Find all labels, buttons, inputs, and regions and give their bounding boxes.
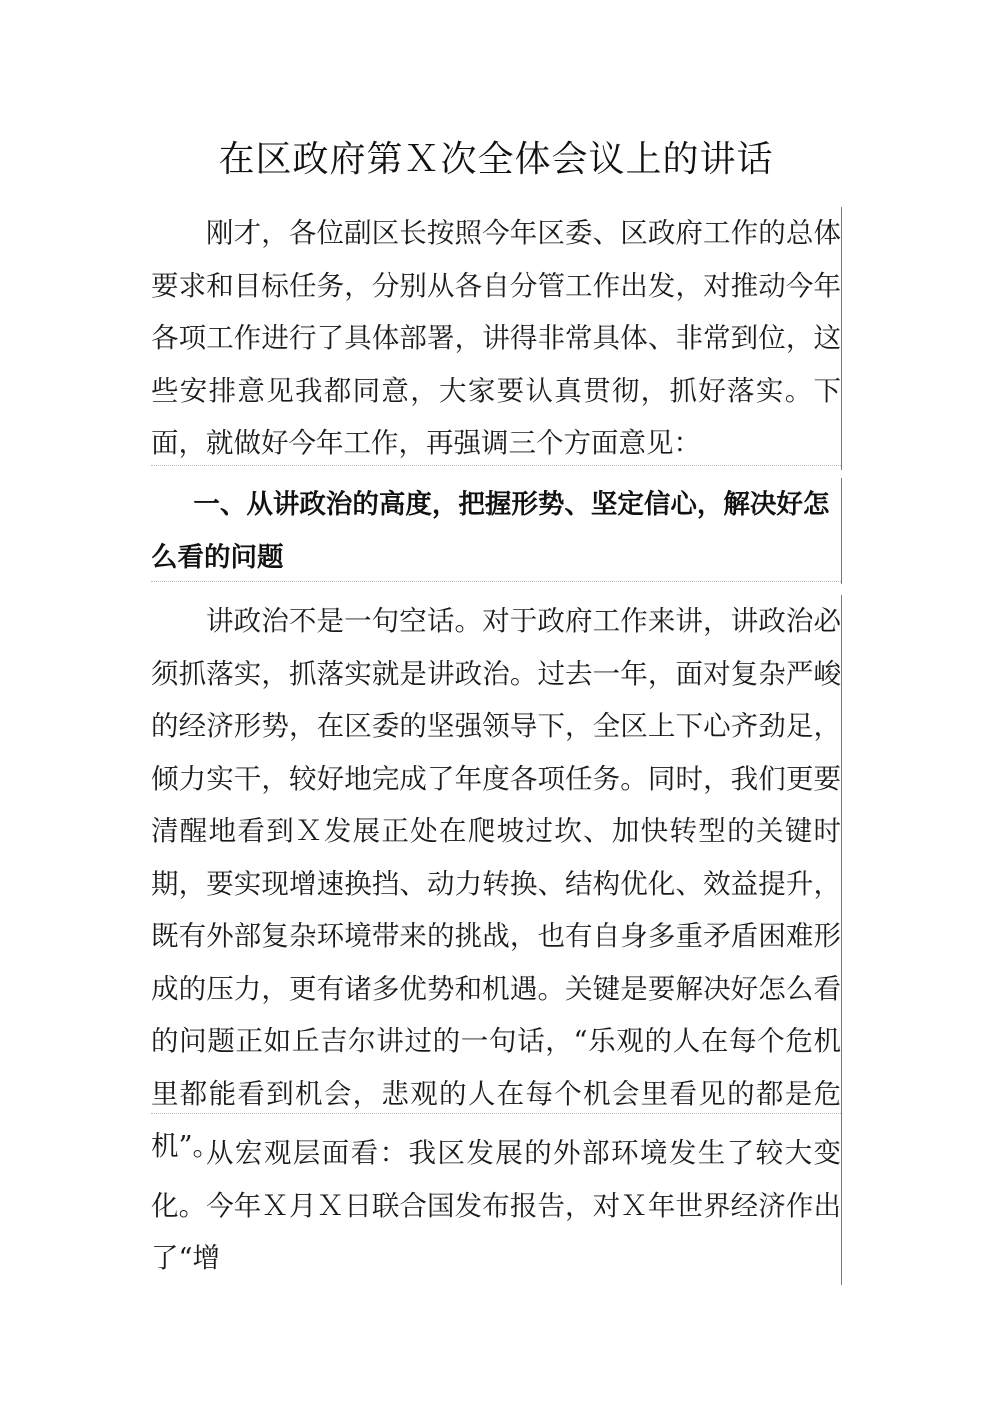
document-title: 在区政府第Ｘ次全体会议上的讲话 [218,139,774,180]
paragraph-divider [151,581,841,582]
paragraph-divider [151,465,841,466]
section-heading: 一、从讲政治的高度，把握形势、坚定信心，解决好怎么看的问题 [151,489,830,573]
intro-paragraph: 刚才，各位副区长按照今年区委、区政府工作的总体要求和目标任务，分别从各自分管工作出发，对推动今年各项工作进行了具体部署，讲得非常具体、非常到位，这些安排意见我都同意，大家要认真贯彻，抓好落实。下面，就做好今年工作，再强调三个方面意见： [151,217,841,459]
paragraph-divider [151,1113,841,1114]
intro-block [151,207,842,470]
section1-heading-block [151,478,842,584]
section1-para2-block [151,1127,842,1285]
body-paragraph: 从宏观层面看：我区发展的外部环境发生了较大变化。今年Ｘ月Ｘ日联合国发布报告，对Ｘ年世界经济作出了“增 [151,1137,841,1274]
body-paragraph: 讲政治不是一句空话。对于政府工作来讲，讲政治必须抓落实，抓落实就是讲政治。过去一年，面对复杂严峻的经济形势，在区委的坚强领导下，全区上下心齐劲足，倾力实干，较好地完成了年度各项任务。同时，我们更要清醒地看到Ｘ发展正处在爬坡过坎、加快转型的关键时期，要实现增速换挡、动力转换、结构优化、效益提升，既有外部复杂环境带来的挑战，也有自身多重矛盾困难形成的压力，更有诸多优势和机遇。关键是要解决好怎么看的问题正如丘吉尔讲过的一句话，“乐观的人在每个危机里都能看到机会，悲观的人在每个机会里看见的都是危机”。 [151,605,841,1162]
section1-para1-block [151,595,842,1173]
